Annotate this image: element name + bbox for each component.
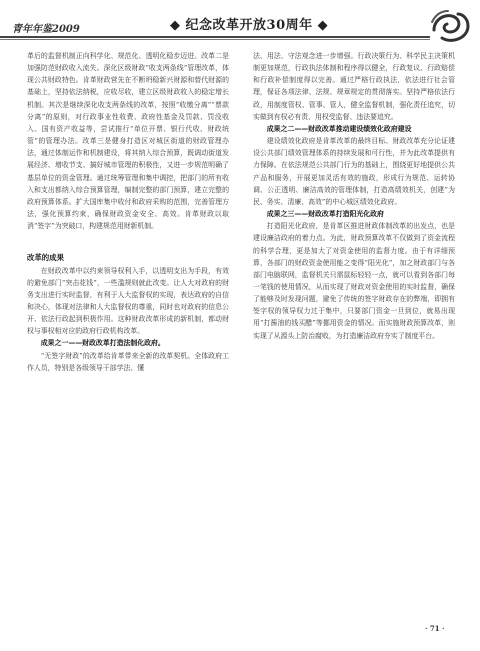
section-title: ◆ 纪念改革开放30周年 ◆ xyxy=(170,18,329,33)
yearbook-label: 青年年鉴2009 xyxy=(12,24,80,35)
body-paragraph: 在财政改革中以约束领导权利入手，以透明支出为手段，有效的避免部门“突击花钱”，一些滥规则就此改变。让人大对政府的财务支出进行实时监督，有利于人大监督权的实现，表达政府的自信和决心，体现对法律和人大监督权的尊重，同时也对政府的信息公开、依法行政起到积极作用。这种财政改革形成的新机制，都动财权与事权相对应的政府行政机构改革。 xyxy=(27,266,229,336)
paragraph-gap xyxy=(27,232,229,244)
page-header xyxy=(0,0,480,40)
body-paragraph: 法、用法、守法观念进一步增强。行政决策行为、科学民主决策机制更加规范，行政执法体制和程序得以健全，行政复议、行政赔偿和行政补偿制度得以完善。通过严格行政执法，依法进行社会管理，保证各项法律、法规、规章规定的贯彻落实。坚持严格依法行政，用制度管权、管事、管人，健全监督机制，强化责任追究，切实做到有权必有责、用权受监督、违法要追究。 xyxy=(253,52,455,121)
right-text-column xyxy=(253,50,455,342)
header-rule-thin xyxy=(0,39,430,40)
body-paragraph: 革后的监督机制正向科学化、规范化、透明化稳步迈进。改革二是加强防范财政收入流失。深化区级财政“收支两条线”管理改革，体现公共财政特色。肯革财政营先在不断坍稳新兴财源和替代财源的基础上，坚持依法纳税，应收尽收，建立区级财政收入的稳定增长机制。其次是继续深化收支两条线的改革，按照“收缴分离”“票款分离”的原则，对行政事业性收费、政府性基金及罚款、罚没收入、国有资产收益等，尝试推行“单位开票、银行代收、财政统管”的管理办法。改革三是健身打造区对城区街道的财政管理办法，通过体制运作和机制建设，将其纳入综合预算，既调动街道发展经济、增收节支、搞好城市管理的积极性，又进一步规范明确了基层单位的资金管理。通过统筹管理和集中调控，把部门的所有收入和支出都纳入综合预算管理，编制完整的部门预算，建立完整的政府预算体系。扩大国库集中收付和政府采购的范围，完善管理方法，强化预算约束，确保财政资金安全、高效。肯革财政以取消“签字”为突破口，构建规范用财新机制。 xyxy=(27,52,229,231)
subsection-heading: 成果之一——财政改革打造法制化政府。 xyxy=(40,339,165,348)
body-paragraph: 打造阳光化政府，是肯革区推进财政体制改革的出发点，也是建设廉洁政府的着力点。为此，财政预算改革不仅做到了资金流程的科学合理，更是加大了对资金使用的监督力度。由于有详细预算，各部门的财政资金使用能之变得“阳光化”，加之财政部门与各部门电脑联网，监督机关只需鼠标轻轻一点，就可以看到各部门每一笔钱的使用情况，从而实现了财政对资金使用的实时监督，确保了能够及时发现问题，避免了传统的签字财政存在的弊端，即拥有签字权的领导权力过于集中，只要部门资金一旦到位，就易出现用“打酱油的钱买醋”等挪用资金的情况。而实施财政预算改革，则实现了从源头上防治腐败，为打造廉洁政府夯实了制度平台。 xyxy=(253,222,455,340)
subsection-heading: 成果之二——财政改革推动建设绩效化政府建设 xyxy=(266,124,412,133)
swirl-logo-icon xyxy=(428,8,472,46)
page-number: · 71 · xyxy=(425,624,445,633)
subsection-heading: 成果之三——财政改革打造阳光化政府 xyxy=(266,210,384,219)
section-heading: 改革的成果 xyxy=(27,253,64,263)
body-paragraph: “无签字财政”的改革给肯革带来全新的改革契机。全体政府工作人员，特别是各级领导干部学法、懂 xyxy=(27,351,229,372)
header-rule xyxy=(0,36,430,38)
body-paragraph: 建设绩效化政府是肯革改革的最终目标。财政改革充分论证建设公共部门绩效管理体系的持续发展和可行性，并为此改革提供有力保障。在依法规范公共部门行为的基础上，围绕更好地提供公共产品和服务，开展更加灵活有效的施政，形成行为规范、运转协调、公正透明、廉洁高效的管理体制，打造高绩效机关，创建“为民、务实、清廉、高效”的中心城区绩效化政府。 xyxy=(253,137,455,206)
left-text-column xyxy=(27,50,229,374)
